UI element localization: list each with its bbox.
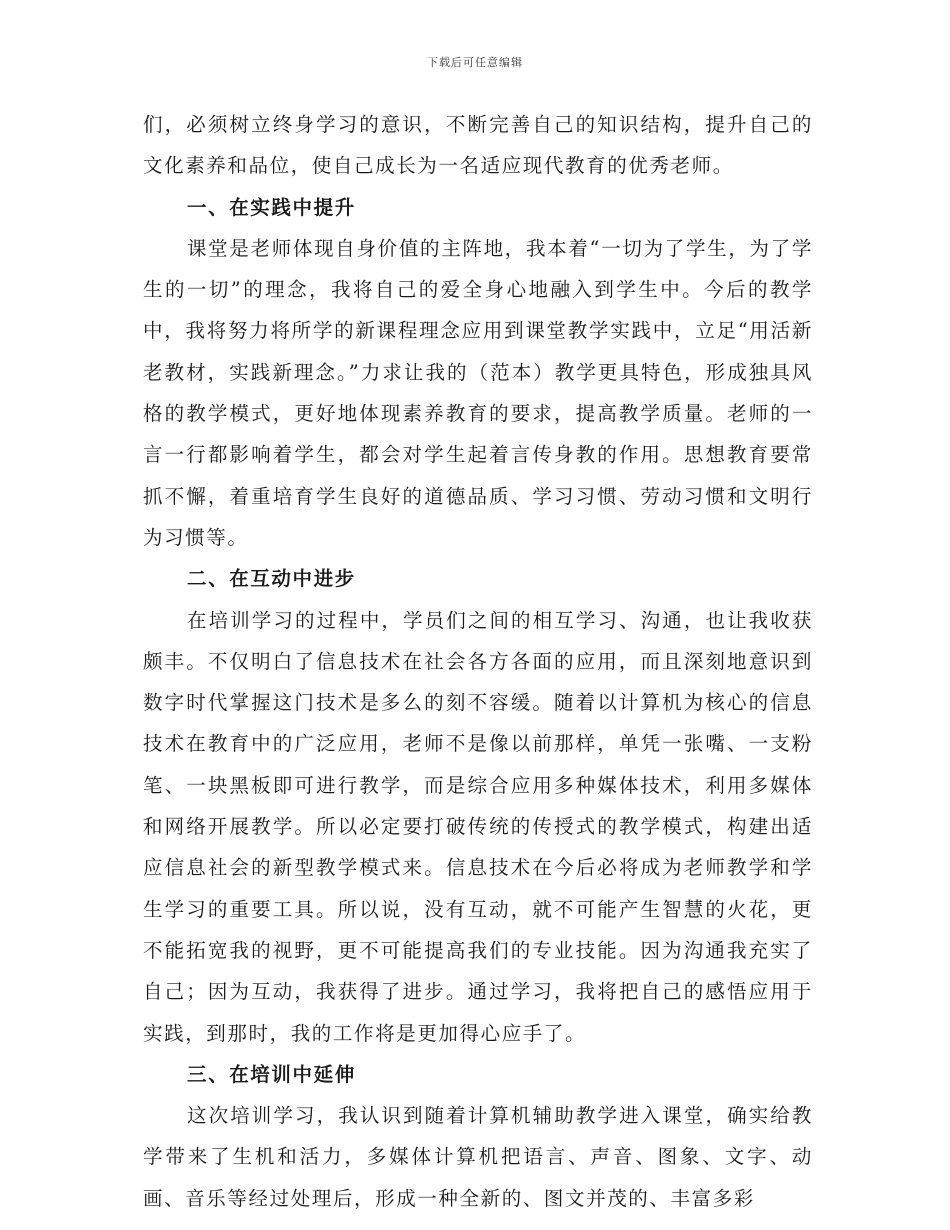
section-1-paragraph: 课堂是老师体现自身价值的主阵地，我本着“一切为了学生，为了学生的一切”的理念，我将自己的爱全身心地融入到学生中。今后的教学中，我将努力将所学的新课程理念应用到课堂教学实践中，立足“用活新老教材，实践新理念。”力求让我的（范本）教学更具特色，形成独具风格的教学模式，更好地体现素养教育的要求，提高教学质量。老师的一言一行都影响着学生，都会对学生起着言传身教的作用。思想教育要常抓不懈，着重培育学生良好的道德品质、学习习惯、劳动习惯和文明行为习惯等。 [143,236,813,549]
page-header: 下载后可任意编辑 [427,56,523,69]
section-2-paragraph: 在培训学习的过程中，学员们之间的相互学习、沟通，也让我收获颇丰。不仅明白了信息技术在社会各方各面的应用，而且深刻地意识到数字时代掌握这门技术是多么的刻不容缓。随着以计算机为核心的信息技术在教育中的广泛应用，老师不是像以前那样，单凭一张嘴、一支粉笔、一块黑板即可进行教学，而是综合应用多种媒体技术，利用多媒体和网络开展教学。所以必定要打破传统的传授式的教学模式，构建出适应信息社会的新型教学模式来。信息技术在今后必将成为老师教学和学生学习的重要工具。所以说，没有互动，就不可能产生智慧的火花，更不能拓宽我的视野，更不可能提高我们的专业技能。因为沟通我充实了自己；因为互动，我获得了进步。通过学习，我将把自己的感悟应用于实践，到那时，我的工作将是更加得心应手了。 [143,608,813,1045]
section-3-paragraph: 这次培训学习，我认识到随着计算机辅助教学进入课堂，确实给教学带来了生机和活力，多媒体计算机把语言、声音、图象、文字、动画、音乐等经过处理后，形成一种全新的、图文并茂的、丰富多彩 [143,1104,813,1210]
document-body [143,104,813,1219]
section-heading-1: 一、在实践中提升 [187,195,356,219]
intro-paragraph: 们，必须树立终身学习的意识，不断完善自己的知识结构，提升自己的文化素养和品位，使自己成长为一名适应现代教育的优秀老师。 [143,113,813,178]
section-heading-2: 二、在互动中进步 [187,567,356,591]
section-heading-3: 三、在培训中延伸 [187,1062,356,1086]
